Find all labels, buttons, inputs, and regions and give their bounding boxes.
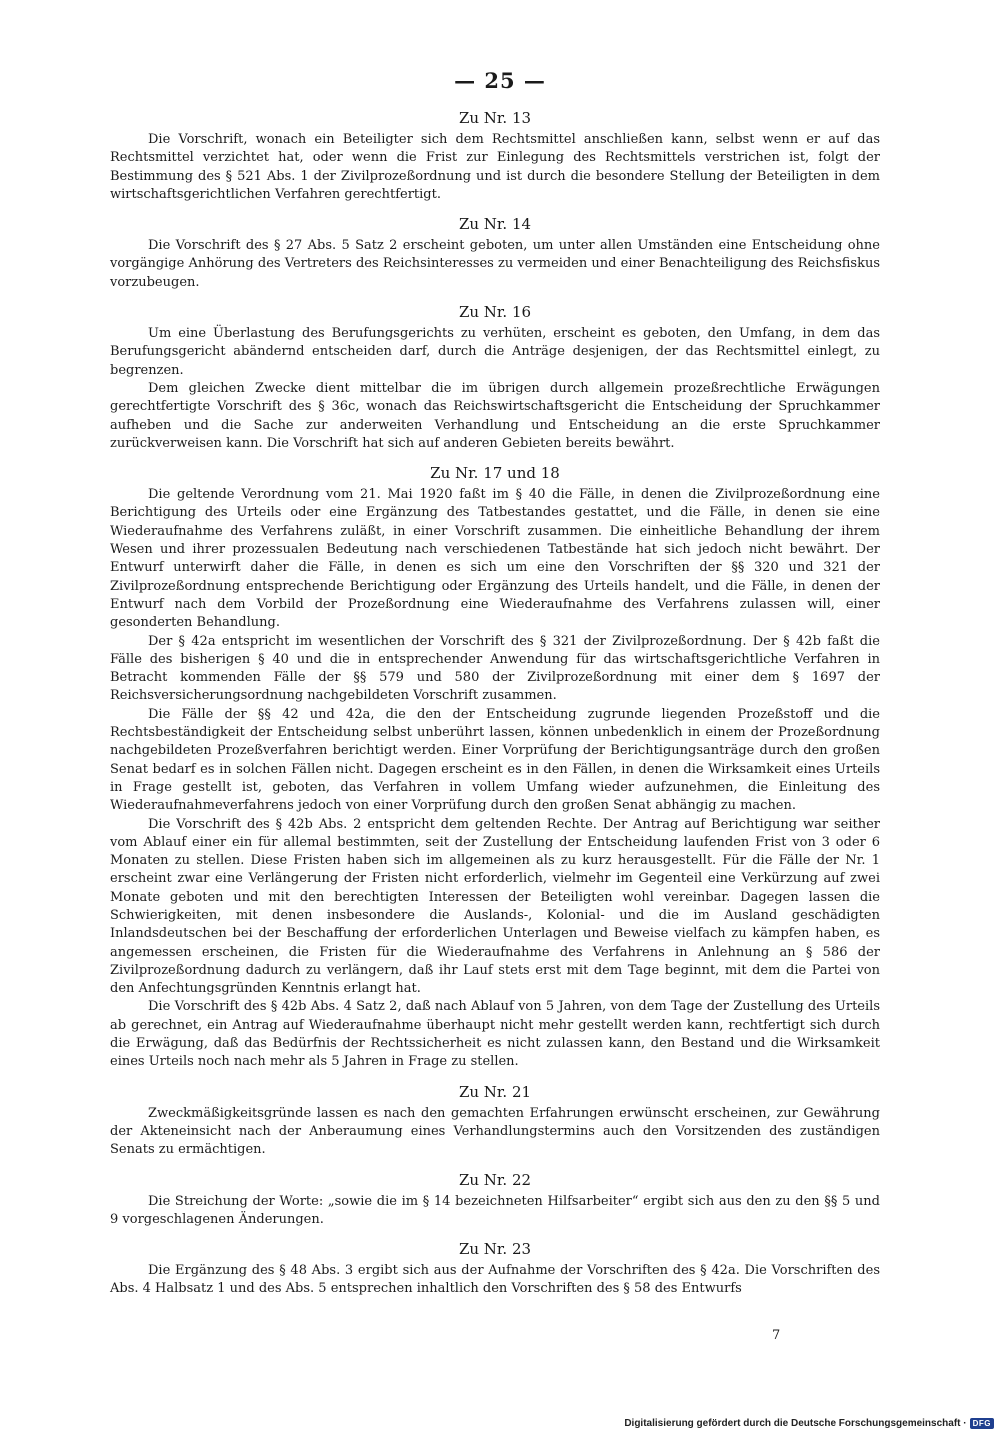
paragraph: Die Vorschrift des § 42b Abs. 4 Satz 2, daß nach Ablauf von 5 Jahren, von dem Tage der Zustellung des Urteils ab gerechnet, ein Antrag auf Wiederaufnahme überhaupt nicht mehr gestellt werden kann, rechtfertigt sich durch die Erwägung, daß das Bedürfnis der Rechtssicherheit es nicht zulassen kann, den Bestand und die Wirksamkeit eines Urteils noch nach mehr als 5 Jahren in Frage zu stellen.	[110, 999, 880, 1070]
section-heading: Zu Nr. 22	[458, 1170, 532, 1189]
section-nr-17-18	[110, 463, 880, 1072]
section-heading: Zu Nr. 21	[458, 1082, 532, 1101]
section-nr-16	[110, 302, 880, 453]
section-heading: Zu Nr. 23	[458, 1240, 532, 1259]
page-number: — 25 —	[454, 68, 546, 93]
section-heading: Zu Nr. 16	[458, 303, 532, 322]
section-heading: Zu Nr. 13	[458, 109, 532, 127]
paragraph: Der § 42a entspricht im wesentlichen der Vorschrift des § 321 der Zivilprozeßordnung. Der § 42b faßt die Fälle des bisherigen § 40 und die in entsprechender Anwendung für das wirtschaftsgerichtliche Verfahren in Betracht kommenden Fälle der §§ 579 und 580 der Zivilprozeßordnung mit einer dem § 1697 der Reichsversicherungsordnung nachgebildeten Vorschrift zusammen.	[110, 633, 880, 704]
paragraph: Die Fälle der §§ 42 und 42a, die den der Entscheidung zugrunde liegenden Prozeßstoff und die Rechtsbeständigkeit der Entscheidung selbst unberührt lassen, können unbedenklich in einem der Prozeßordnung nachgebildeten Prozeßverfahren berichtigt werden. Einer Vorprüfung der Berichtigungsanträge durch den großen Senat bedarf es in solchen Fällen nicht. Dagegen erscheint es in den Fällen, in denen die Wirksamkeit eines Urteils in Frage gestellt ist, geboten, das Verfahren in vollem Umfang wieder aufzunehmen, die Einleitung des Wiederaufnahmeverfahrens jedoch von einer Vorprüfung durch den großen Senat abhängig zu machen.	[110, 706, 880, 814]
paragraph: Die Ergänzung des § 48 Abs. 3 ergibt sich aus der Aufnahme der Vorschriften des § 42a. Die Vorschriften des Abs. 4 Halbsatz 1 und des Abs. 5 entsprechen inhaltlich den Vorschriften des § 58 des Entwurfs	[110, 1263, 880, 1297]
document-body	[110, 108, 880, 1309]
digitization-footer	[624, 1418, 994, 1429]
section-heading: Zu Nr. 17 und 18	[430, 464, 560, 483]
section-nr-13	[110, 108, 880, 204]
paragraph: Dem gleichen Zwecke dient mittelbar die im übrigen durch allgemein prozeßrechtliche Erwägungen gerechtfertigte Vorschrift des § 36c, wonach das Reichswirtschaftsgericht die Entscheidung der Spruchkammer aufheben und die Sache zur anderweiten Verhandlung und Entscheidung an die erste Spruchkammer zurückverweisen kann. Die Vorschrift hat sich auf anderen Gebieten bereits bewährt.	[110, 380, 880, 451]
paragraph: Die geltende Verordnung vom 21. Mai 1920 faßt im § 40 die Fälle, in denen die Zivilprozeßordnung eine Berichtigung des Urteils oder eine Ergänzung des Tatbestandes gestattet, und die Fälle, in denen sie eine Wiederaufnahme des Verfahrens zuläßt, in einer Vorschrift zusammen. Die einheitliche Behandlung der ihrem Wesen und ihrer prozessualen Bedeutung nach verschiedenen Tatbestände hat sich jedoch nicht bewährt. Der Entwurf unterwirft daher die Fälle, in denen es sich um eine den Vorschriften der §§ 320 und 321 der Zivilprozeßordnung entsprechende Berichtigung oder Ergänzung des Urteils handelt, und die Fälle, in denen der Entwurf nach dem Vorbild der Prozeßordnung eine Wiederaufnahme des Verfahrens zulassen will, einer gesonderten Behandlung.	[110, 487, 880, 631]
section-nr-22	[110, 1170, 880, 1230]
paragraph: Die Streichung der Worte: „sowie die im § 14 bezeichneten Hilfsarbeiter“ ergibt sich aus den zu den §§ 5 und 9 vorgeschlagenen Änderungen.	[110, 1193, 880, 1227]
section-nr-14	[110, 214, 880, 292]
section-nr-21	[110, 1082, 880, 1160]
paragraph: Um eine Überlastung des Berufungsgerichts zu verhüten, erscheint es geboten, den Umfang, in dem das Berufungsgericht abändernd entscheiden darf, durch die Anträge desjenigen, der das Rechtsmittel einlegt, zu begrenzen.	[110, 326, 880, 378]
section-nr-23	[110, 1239, 880, 1299]
paragraph: Die Vorschrift, wonach ein Beteiligter sich dem Rechtsmittel anschließen kann, selbst wenn er auf das Rechtsmittel verzichtet hat, oder wenn die Frist zur Einlegung des Rechtsmittels verstrichen ist, folgt der Bestimmung des § 521 Abs. 1 der Zivilprozeßordnung und ist durch die besondere Stellung der Beteiligten in dem wirtschaftsgerichtlichen Verfahren gerechtfertigt.	[110, 132, 880, 202]
section-heading: Zu Nr. 14	[458, 215, 532, 234]
paragraph: Zweckmäßigkeitsgründe lassen es nach den gemachten Erfahrungen erwünscht erscheinen, zur Gewährung der Akteneinsicht nach der Anberaumung eines Verhandlungstermins auch den Vorsitzenden des zuständigen Senats zu ermächtigen.	[110, 1105, 880, 1158]
signature-number: 7	[772, 1328, 781, 1343]
paragraph: Die Vorschrift des § 27 Abs. 5 Satz 2 erscheint geboten, um unter allen Umständen eine Entscheidung ohne vorgängige Anhörung des Vertreters des Reichsinteresses zu vermeiden und einer Benachteiligung des Reichsfiskus vorzubeugen.	[110, 238, 880, 290]
paragraph: Die Vorschrift des § 42b Abs. 2 entspricht dem geltenden Rechte. Der Antrag auf Berichtigung war seither vom Ablauf einer ein für allemal bestimmten, seit der Zustellung der Entscheidung laufenden Frist von 3 oder 6 Monaten zu stellen. Diese Fristen haben sich im allgemeinen als zu kurz herausgestellt. Für die Fälle der Nr. 1 erscheint zwar eine Verlängerung der Fristen nicht erforderlich, vielmehr im Gegenteil eine Verkürzung auf zwei Monate geboten und mit den berechtigten Interessen der Beteiligten wohl vereinbar. Dagegen lassen die Schwierigkeiten, mit denen insbesondere die Auslands-, Kolonial- und die im Ausland geschädigten Inlandsdeutschen bei der Beschaffung der erforderlichen Unterlagen und Beweise vielfach zu kämpfen haben, es angemessen erscheinen, die Fristen für die Wiederaufnahme des Verfahrens in Anlehnung an § 586 der Zivilprozeßordnung dadurch zu verlängern, daß ihr Lauf stets erst mit dem Tage beginnt, mit dem die Partei von den Anfechtungsgründen Kenntnis erlangt hat.	[110, 816, 880, 997]
dfg-logo-icon: DFG	[970, 1418, 994, 1429]
footer-text: Digitalisierung gefördert durch die Deutsche Forschungsgemeinschaft ·	[624, 1418, 967, 1429]
